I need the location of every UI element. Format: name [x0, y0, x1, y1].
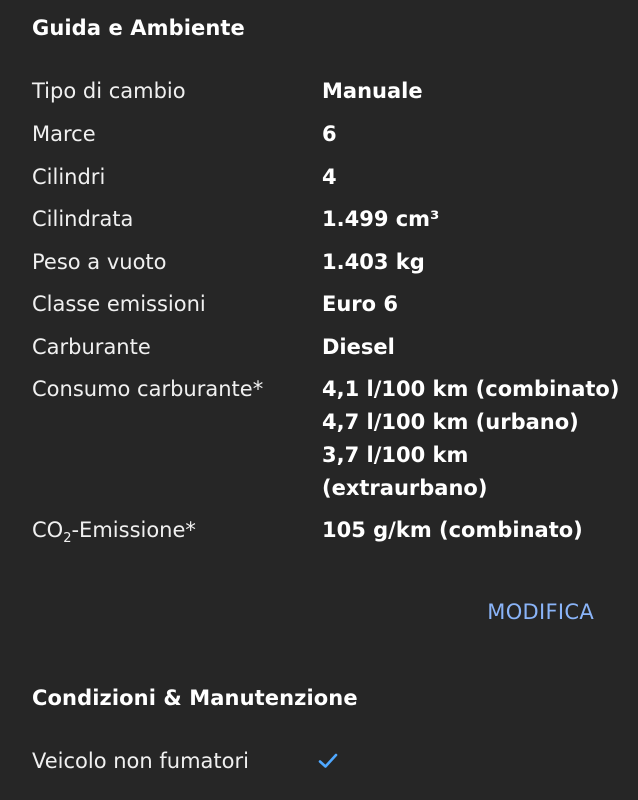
section-title-condizioni-manutenzione: Condizioni & Manutenzione: [32, 686, 358, 710]
spec-label: [32, 514, 196, 547]
spec-value: 4: [322, 165, 337, 189]
spec-label: Marce: [32, 122, 96, 146]
section-title-guida-ambiente: Guida e Ambiente: [32, 16, 245, 40]
co2-subscript: 2: [63, 531, 72, 546]
spec-label: Cilindri: [32, 165, 106, 189]
spec-value: Manuale: [322, 79, 423, 103]
spec-label: Veicolo non fumatori: [32, 749, 249, 773]
co2-suffix: -Emissione*: [71, 518, 196, 542]
consumo-extraurbano: 3,7 l/100 km: [322, 443, 469, 467]
modifica-button[interactable]: MODIFICA: [487, 600, 594, 624]
spec-label: Peso a vuoto: [32, 250, 167, 274]
spec-value: 1.403 kg: [322, 250, 425, 274]
spec-value: 6: [322, 122, 337, 146]
spec-value: 1.499 cm³: [322, 207, 440, 231]
spec-label: Classe emissioni: [32, 292, 206, 316]
consumo-combinato: 4,1 l/100 km (combinato): [322, 377, 620, 401]
spec-value-multiline: [322, 373, 619, 505]
spec-label: Cilindrata: [32, 207, 134, 231]
spec-label: Tipo di cambio: [32, 79, 186, 103]
spec-value: Euro 6: [322, 292, 399, 316]
spec-label: Consumo carburante*: [32, 377, 264, 401]
check-icon: [317, 751, 339, 771]
co2-prefix: CO: [32, 518, 64, 542]
spec-value: 105 g/km (combinato): [322, 518, 583, 542]
spec-value: Diesel: [322, 335, 395, 359]
consumo-urbano: 4,7 l/100 km (urbano): [322, 410, 579, 434]
consumo-extraurbano-label: (extraurbano): [322, 476, 488, 500]
spec-label: Carburante: [32, 335, 151, 359]
